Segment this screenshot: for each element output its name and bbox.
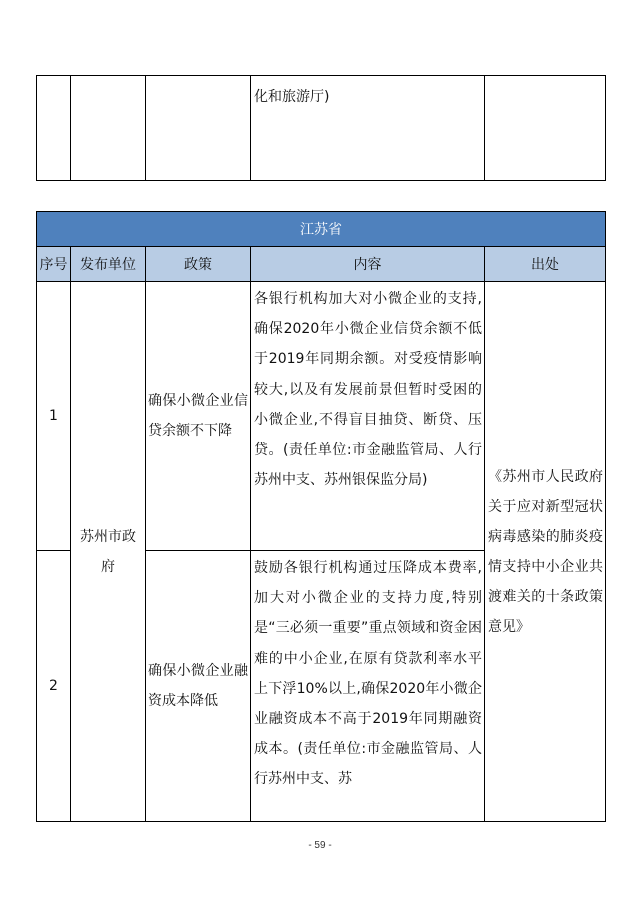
content-text: 化和旅游厅) <box>254 89 330 105</box>
unit-cell <box>71 76 146 181</box>
column-header-source: 出处 <box>485 247 606 282</box>
page-number: - 59 - <box>308 840 332 851</box>
row-seq: 2 <box>37 551 71 822</box>
row-content: 各银行机构加大对小微企业的支持,确保2020年小微企业信贷余额不低于2019年同期余额。对受疫情影响较大,以及有发展前景但暂时受困的小微企业,不得盲目抽贷、断贷、压贷。(责任单位:市金融监管局、人行苏州中支、苏州银保监分局) <box>251 282 485 551</box>
column-header-policy: 政策 <box>146 247 251 282</box>
policy-table <box>36 211 606 822</box>
column-header-unit: 发布单位 <box>71 247 146 282</box>
policy-source: 《苏州市人民政府关于应对新型冠状病毒感染的肺炎疫情支持中小企业共渡难关的十条政策意见》 <box>485 282 606 822</box>
column-header-seq: 序号 <box>37 247 71 282</box>
table-row <box>37 76 606 181</box>
row-policy: 确保小微企业信贷余额不下降 <box>146 282 251 551</box>
row-seq: 1 <box>37 282 71 551</box>
continued-table <box>36 75 606 181</box>
province-header-row <box>37 212 606 247</box>
policy-cell <box>146 76 251 181</box>
source-cell <box>485 76 606 181</box>
province-title: 江苏省 <box>37 212 606 247</box>
content-cell <box>251 76 485 181</box>
table-row <box>37 282 606 551</box>
publishing-unit: 苏州市政府 <box>71 282 146 822</box>
seq-cell <box>37 76 71 181</box>
column-header-content: 内容 <box>251 247 485 282</box>
column-header-row <box>37 247 606 282</box>
row-policy: 确保小微企业融资成本降低 <box>146 551 251 822</box>
row-content: 鼓励各银行机构通过压降成本费率,加大对小微企业的支持力度,特别是“三必须一重要”重点领域和资金困难的中小企业,在原有贷款利率水平上下浮10%以上,确保2020年小微企业融资成本不高于2019年同期融资成本。(责任单位:市金融监管局、人行苏州中支、苏 <box>251 551 485 822</box>
